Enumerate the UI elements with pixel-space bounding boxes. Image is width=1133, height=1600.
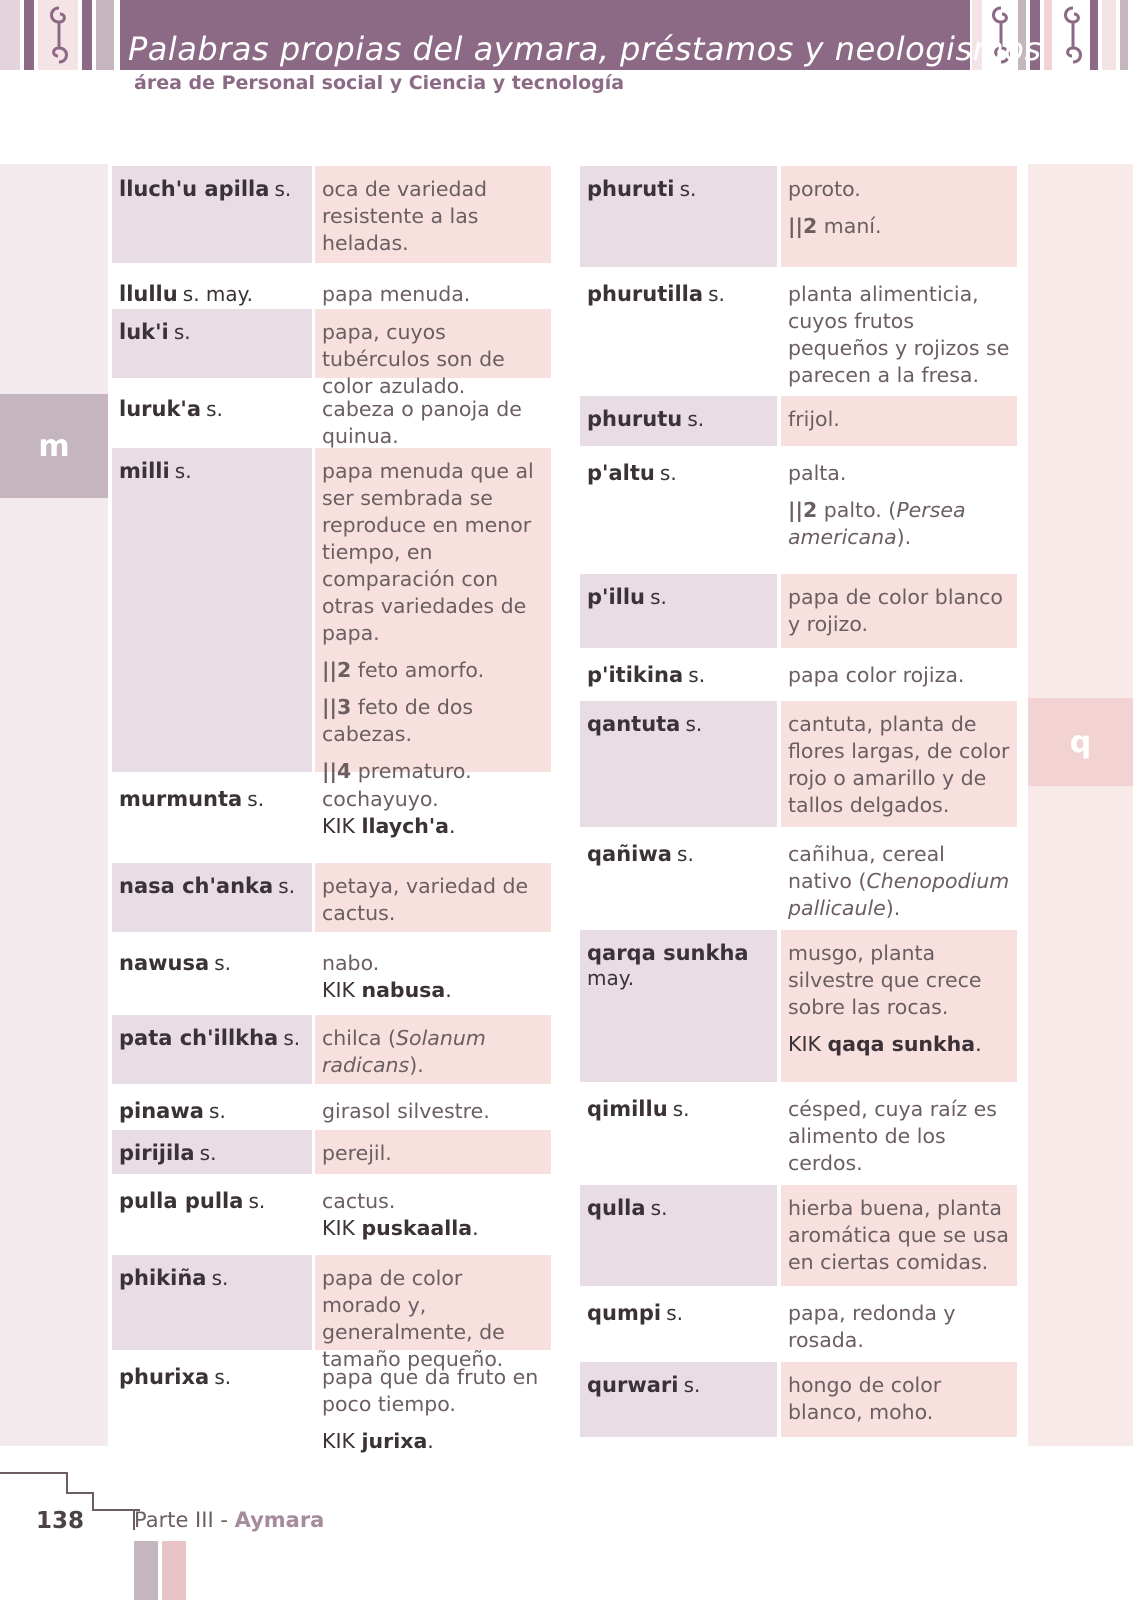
sense-text: feto de dos cabezas. <box>322 695 474 746</box>
sense-text: palta. <box>788 461 847 485</box>
entry-grammar: s. <box>683 1373 701 1397</box>
glossary-entry <box>580 1185 1017 1286</box>
glossary-entry <box>580 930 1017 1082</box>
entry-term: phurutilla <box>587 282 704 306</box>
entry-term-cell <box>112 1130 312 1174</box>
glossary-entry <box>112 309 551 398</box>
kik-term: qaqa sunkha <box>827 1032 976 1056</box>
glossary-entry <box>580 1290 1017 1358</box>
glossary-entry <box>580 1086 1017 1177</box>
kik-variant: KIK nabusa. <box>322 978 452 1002</box>
entry-grammar: s. <box>666 1301 683 1325</box>
glossary-entry <box>112 271 551 305</box>
entry-definition-cell <box>315 940 551 1007</box>
sense-text: césped, cuya raíz es alimento de los cerdos. <box>788 1097 997 1175</box>
entry-definition-cell <box>315 309 551 398</box>
sense-text: frijol. <box>788 407 840 431</box>
entry-term-cell <box>580 1185 777 1286</box>
entry-sense <box>322 873 544 927</box>
entry-term: pinawa <box>119 1099 204 1123</box>
glossary-entry <box>112 940 551 1007</box>
sense-number: ||4 <box>322 759 352 783</box>
kik-label: KIK <box>322 978 355 1002</box>
entry-term-cell <box>112 166 312 263</box>
entry-term: milli <box>119 459 170 483</box>
entry-grammar: s. <box>679 177 697 201</box>
glossary-entry <box>112 1015 551 1084</box>
entry-sense <box>788 1372 1010 1426</box>
sense-text: hierba buena, planta aromática que se usa en ciertas comidas. <box>788 1196 1009 1274</box>
glossary-entry <box>112 386 551 448</box>
entry-term: phikiña <box>119 1266 207 1290</box>
sense-text: nabo. <box>322 951 380 975</box>
entry-sense <box>788 406 1010 433</box>
entry-sense <box>322 694 544 748</box>
entry-grammar: s. <box>199 1141 217 1165</box>
entry-term: phurixa <box>119 1365 210 1389</box>
entry-sense <box>788 1300 1010 1354</box>
entry-sense <box>788 281 1010 389</box>
entry-term: murmunta <box>119 787 243 811</box>
entry-definition-cell <box>315 863 551 932</box>
sense-text-end: ). <box>896 525 912 549</box>
entry-term: luruk'a <box>119 397 202 421</box>
entry-sense <box>322 950 544 977</box>
page-number: 138 <box>36 1508 85 1534</box>
glossary-entry <box>580 831 1017 926</box>
entry-definition-cell <box>315 1255 551 1371</box>
sense-number: ||2 <box>322 658 352 682</box>
entry-sense <box>788 662 1010 689</box>
entry-definition-cell <box>781 652 1017 697</box>
sense-number: ||2 <box>788 498 818 522</box>
entry-sense <box>322 1188 544 1215</box>
entry-definition-cell <box>781 831 1017 926</box>
entry-definition-cell <box>315 386 551 448</box>
kik-term: puskaalla <box>361 1216 473 1240</box>
sense-text: feto amorfo. <box>357 658 485 682</box>
entry-term: phuruti <box>587 177 675 201</box>
entry-term-cell <box>580 930 777 1082</box>
entry-sense <box>788 940 1010 1021</box>
kik-label: KIK <box>322 814 355 838</box>
sense-text-end: ). <box>885 896 901 920</box>
glossary-entry <box>112 1255 551 1371</box>
entry-definition-cell <box>315 271 551 305</box>
footer-bar <box>162 1541 186 1600</box>
sense-text: palto. ( <box>823 498 897 522</box>
sense-text-end: ). <box>409 1053 424 1077</box>
entry-definition-cell <box>781 271 1017 390</box>
entry-sense <box>788 1195 1010 1276</box>
entry-term-cell <box>580 396 777 446</box>
entry-definition-cell <box>781 701 1017 827</box>
entry-definition-cell <box>315 1354 551 1454</box>
sense-text: maní. <box>823 214 882 238</box>
entry-definition-cell <box>781 1290 1017 1358</box>
footer-bar <box>134 1541 158 1600</box>
entry-term-cell <box>580 574 777 648</box>
sense-text: papa menuda que al ser sembrada se reproduce en menor tiempo, en comparación con otras variedades de papa. <box>322 459 534 645</box>
entry-term: phurutu <box>587 407 683 431</box>
sense-text: cañihua, cereal nativo ( <box>788 842 945 893</box>
glossary-entry <box>112 863 551 932</box>
entry-sense <box>788 841 1010 922</box>
entry-term-cell <box>112 776 312 855</box>
entry-term-cell <box>112 448 312 772</box>
sense-text: perejil. <box>322 1141 392 1165</box>
entry-term-cell <box>580 1086 777 1177</box>
entry-term-cell <box>112 309 312 378</box>
entry-grammar: may. <box>587 966 635 990</box>
kik-variant: KIK qaqa sunkha. <box>788 1032 982 1056</box>
entry-grammar: s. <box>206 397 223 421</box>
entry-grammar: s. <box>659 461 677 485</box>
entry-grammar: s. <box>248 1189 266 1213</box>
kik-variant: KIK llaych'a. <box>322 814 456 838</box>
entry-grammar: s. <box>650 585 667 609</box>
entry-definition-cell <box>315 1130 551 1174</box>
glossary-entry <box>580 1362 1017 1437</box>
glossary-entry <box>580 450 1017 568</box>
glossary-entry <box>112 776 551 855</box>
glossary-entry <box>580 166 1017 267</box>
sense-text: papa de color blanco y rojizo. <box>788 585 1003 636</box>
sense-text: planta alimenticia, cuyos frutos pequeños y rojizos se parecen a la fresa. <box>788 282 1010 387</box>
entry-grammar: s. <box>214 1365 232 1389</box>
entry-term-cell <box>112 940 312 1007</box>
entry-definition-cell <box>781 1086 1017 1177</box>
glossary-entry <box>112 448 551 783</box>
entry-term-cell <box>580 652 777 697</box>
entry-term-cell <box>112 1354 312 1454</box>
entry-sense <box>322 458 544 647</box>
scientific-name: Solanum radicans <box>322 1026 486 1077</box>
spiral-ornament-icon <box>1058 4 1088 66</box>
entry-grammar: s. <box>247 787 265 811</box>
sense-text: papa, cuyos tubérculos son de color azulado. <box>322 320 505 398</box>
entry-sense <box>322 1364 544 1418</box>
glossary-entry <box>580 652 1017 697</box>
entry-term: pirijila <box>119 1141 195 1165</box>
entry-sense <box>322 176 544 257</box>
entry-sense <box>788 584 1010 638</box>
entry-term: lluch'u apilla <box>119 177 270 201</box>
entry-sense <box>788 1096 1010 1177</box>
sense-text: hongo de color blanco, moho. <box>788 1373 942 1424</box>
entry-grammar: s. <box>687 407 705 431</box>
entry-term-cell <box>112 1088 312 1125</box>
kik-term: jurixa <box>361 1429 428 1453</box>
glossary-entry <box>580 396 1017 446</box>
sense-text: girasol silvestre. <box>322 1099 490 1123</box>
entry-grammar: s. <box>708 282 725 306</box>
entry-term-cell <box>112 1255 312 1350</box>
sense-text: papa color rojiza. <box>788 663 965 687</box>
sense-text: oca de variedad resistente a las heladas. <box>322 177 488 255</box>
kik-term: nabusa <box>361 978 446 1002</box>
glossary-entry <box>112 1130 551 1174</box>
entry-sense <box>788 460 1010 487</box>
kik-label: KIK <box>322 1216 355 1240</box>
entry-term: qumpi <box>587 1301 662 1325</box>
entry-term: p'itikina <box>587 663 684 687</box>
entry-grammar: s. <box>214 951 232 975</box>
entry-term: qurwari <box>587 1373 679 1397</box>
entry-term: pulla pulla <box>119 1189 244 1213</box>
sense-text: cochayuyo. <box>322 787 439 811</box>
entry-grammar: s. <box>209 1099 226 1123</box>
entry-term: luk'i <box>119 320 169 344</box>
entry-sense <box>788 213 1010 240</box>
entry-sense <box>322 1098 544 1125</box>
glossary-entry <box>580 701 1017 827</box>
entry-definition-cell <box>781 1185 1017 1286</box>
entry-sense <box>322 396 544 450</box>
entry-term-cell <box>112 386 312 444</box>
entry-term-cell <box>580 701 777 827</box>
entry-sense <box>788 711 1010 819</box>
entry-term-cell <box>112 1015 312 1084</box>
entry-term: p'altu <box>587 461 655 485</box>
scientific-name: Persea americana <box>788 498 966 549</box>
glossary-entry <box>112 166 551 263</box>
entry-sense <box>322 1140 544 1167</box>
entry-definition-cell <box>315 1178 551 1247</box>
entry-grammar: s. <box>211 1266 229 1290</box>
entry-term-cell <box>112 271 312 305</box>
entry-term: qañiwa <box>587 842 672 866</box>
entry-grammar: s. <box>173 320 191 344</box>
sense-text: cactus. <box>322 1189 396 1213</box>
entry-grammar: s. may. <box>182 282 254 306</box>
entry-grammar: s. <box>685 712 703 736</box>
sense-text: cabeza o panoja de quinua. <box>322 397 522 448</box>
entry-term: qulla <box>587 1196 646 1220</box>
entry-grammar: s. <box>283 1026 301 1050</box>
glossary-entry <box>112 1354 551 1454</box>
letter-tab-q: q <box>1028 698 1133 786</box>
entry-sense <box>322 281 544 308</box>
entry-term: nawusa <box>119 951 210 975</box>
letter-tab-m: m <box>0 394 108 498</box>
glossary-entry <box>112 1178 551 1247</box>
entry-definition-cell <box>781 574 1017 648</box>
part-label: Parte III - Aymara <box>134 1508 325 1532</box>
glossary-entry <box>580 574 1017 648</box>
sense-text: papa que da fruto en poco tiempo. <box>322 1365 539 1416</box>
entry-definition-cell <box>781 166 1017 267</box>
entry-sense <box>322 1025 544 1079</box>
entry-term-cell <box>580 450 777 568</box>
sense-text: poroto. <box>788 177 861 201</box>
entry-definition-cell <box>315 1088 551 1125</box>
entry-grammar: s. <box>278 874 296 898</box>
sense-text: papa menuda. <box>322 282 471 306</box>
entry-grammar: s. <box>650 1196 668 1220</box>
entry-definition-cell <box>315 776 551 855</box>
glossary-entry <box>112 1088 551 1125</box>
entry-definition-cell <box>315 166 551 263</box>
spiral-ornament-icon <box>44 4 74 66</box>
entry-term-cell <box>112 1178 312 1247</box>
entry-grammar: s. <box>274 177 292 201</box>
sense-text: papa, redonda y rosada. <box>788 1301 956 1352</box>
entry-definition-cell <box>781 450 1017 568</box>
entry-definition-cell <box>315 1015 551 1084</box>
kik-variant: KIK puskaalla. <box>322 1216 479 1240</box>
entry-sense <box>322 657 544 684</box>
page-title: Palabras propias del aymara, préstamos y neologismos <box>128 30 1042 68</box>
sense-text: musgo, planta silvestre que crece sobre las rocas. <box>788 941 982 1019</box>
kik-term: llaych'a <box>361 814 449 838</box>
entry-term-cell <box>580 1290 777 1358</box>
entry-term: qarqa sunkha <box>587 941 749 965</box>
entry-sense <box>322 786 544 813</box>
entry-term: pata ch'illkha <box>119 1026 279 1050</box>
sense-text: cantuta, planta de flores largas, de color rojo o amarillo y de tallos delgados. <box>788 712 1010 817</box>
sense-number: ||2 <box>788 214 818 238</box>
entry-definition-cell <box>781 930 1017 1082</box>
entry-term-cell <box>580 831 777 926</box>
right-margin-band <box>1028 164 1133 1446</box>
entry-grammar: s. <box>677 842 694 866</box>
entry-term-cell <box>580 166 777 267</box>
sense-text: prematuro. <box>357 759 472 783</box>
entry-term: p'illu <box>587 585 646 609</box>
sense-text: chilca ( <box>322 1026 397 1050</box>
kik-variant: KIK jurixa. <box>322 1429 434 1453</box>
glossary-entry <box>580 271 1017 390</box>
entry-sense <box>788 176 1010 203</box>
entry-term-cell <box>580 271 777 390</box>
entry-grammar: s. <box>688 663 706 687</box>
entry-definition-cell <box>315 448 551 783</box>
entry-term-cell <box>112 863 312 932</box>
entry-term: nasa ch'anka <box>119 874 274 898</box>
kik-label: KIK <box>322 1429 355 1453</box>
sense-text: petaya, variedad de cactus. <box>322 874 529 925</box>
kik-label: KIK <box>788 1032 821 1056</box>
entry-sense <box>788 497 1010 551</box>
entry-definition-cell <box>781 396 1017 446</box>
left-margin-band <box>0 164 108 1446</box>
sense-text: papa de color morado y, generalmente, de tamaño pequeño. <box>322 1266 505 1371</box>
entry-grammar: s. <box>174 459 192 483</box>
page-subtitle: área de Personal social y Ciencia y tecnología <box>134 72 625 94</box>
entry-term: qantuta <box>587 712 681 736</box>
entry-term: llullu <box>119 282 178 306</box>
scientific-name: Chenopodium pallicaule <box>788 869 1010 920</box>
entry-grammar: s. <box>672 1097 690 1121</box>
sense-number: ||3 <box>322 695 352 719</box>
entry-term-cell <box>580 1362 777 1437</box>
entry-term: qimillu <box>587 1097 668 1121</box>
entry-definition-cell <box>781 1362 1017 1437</box>
